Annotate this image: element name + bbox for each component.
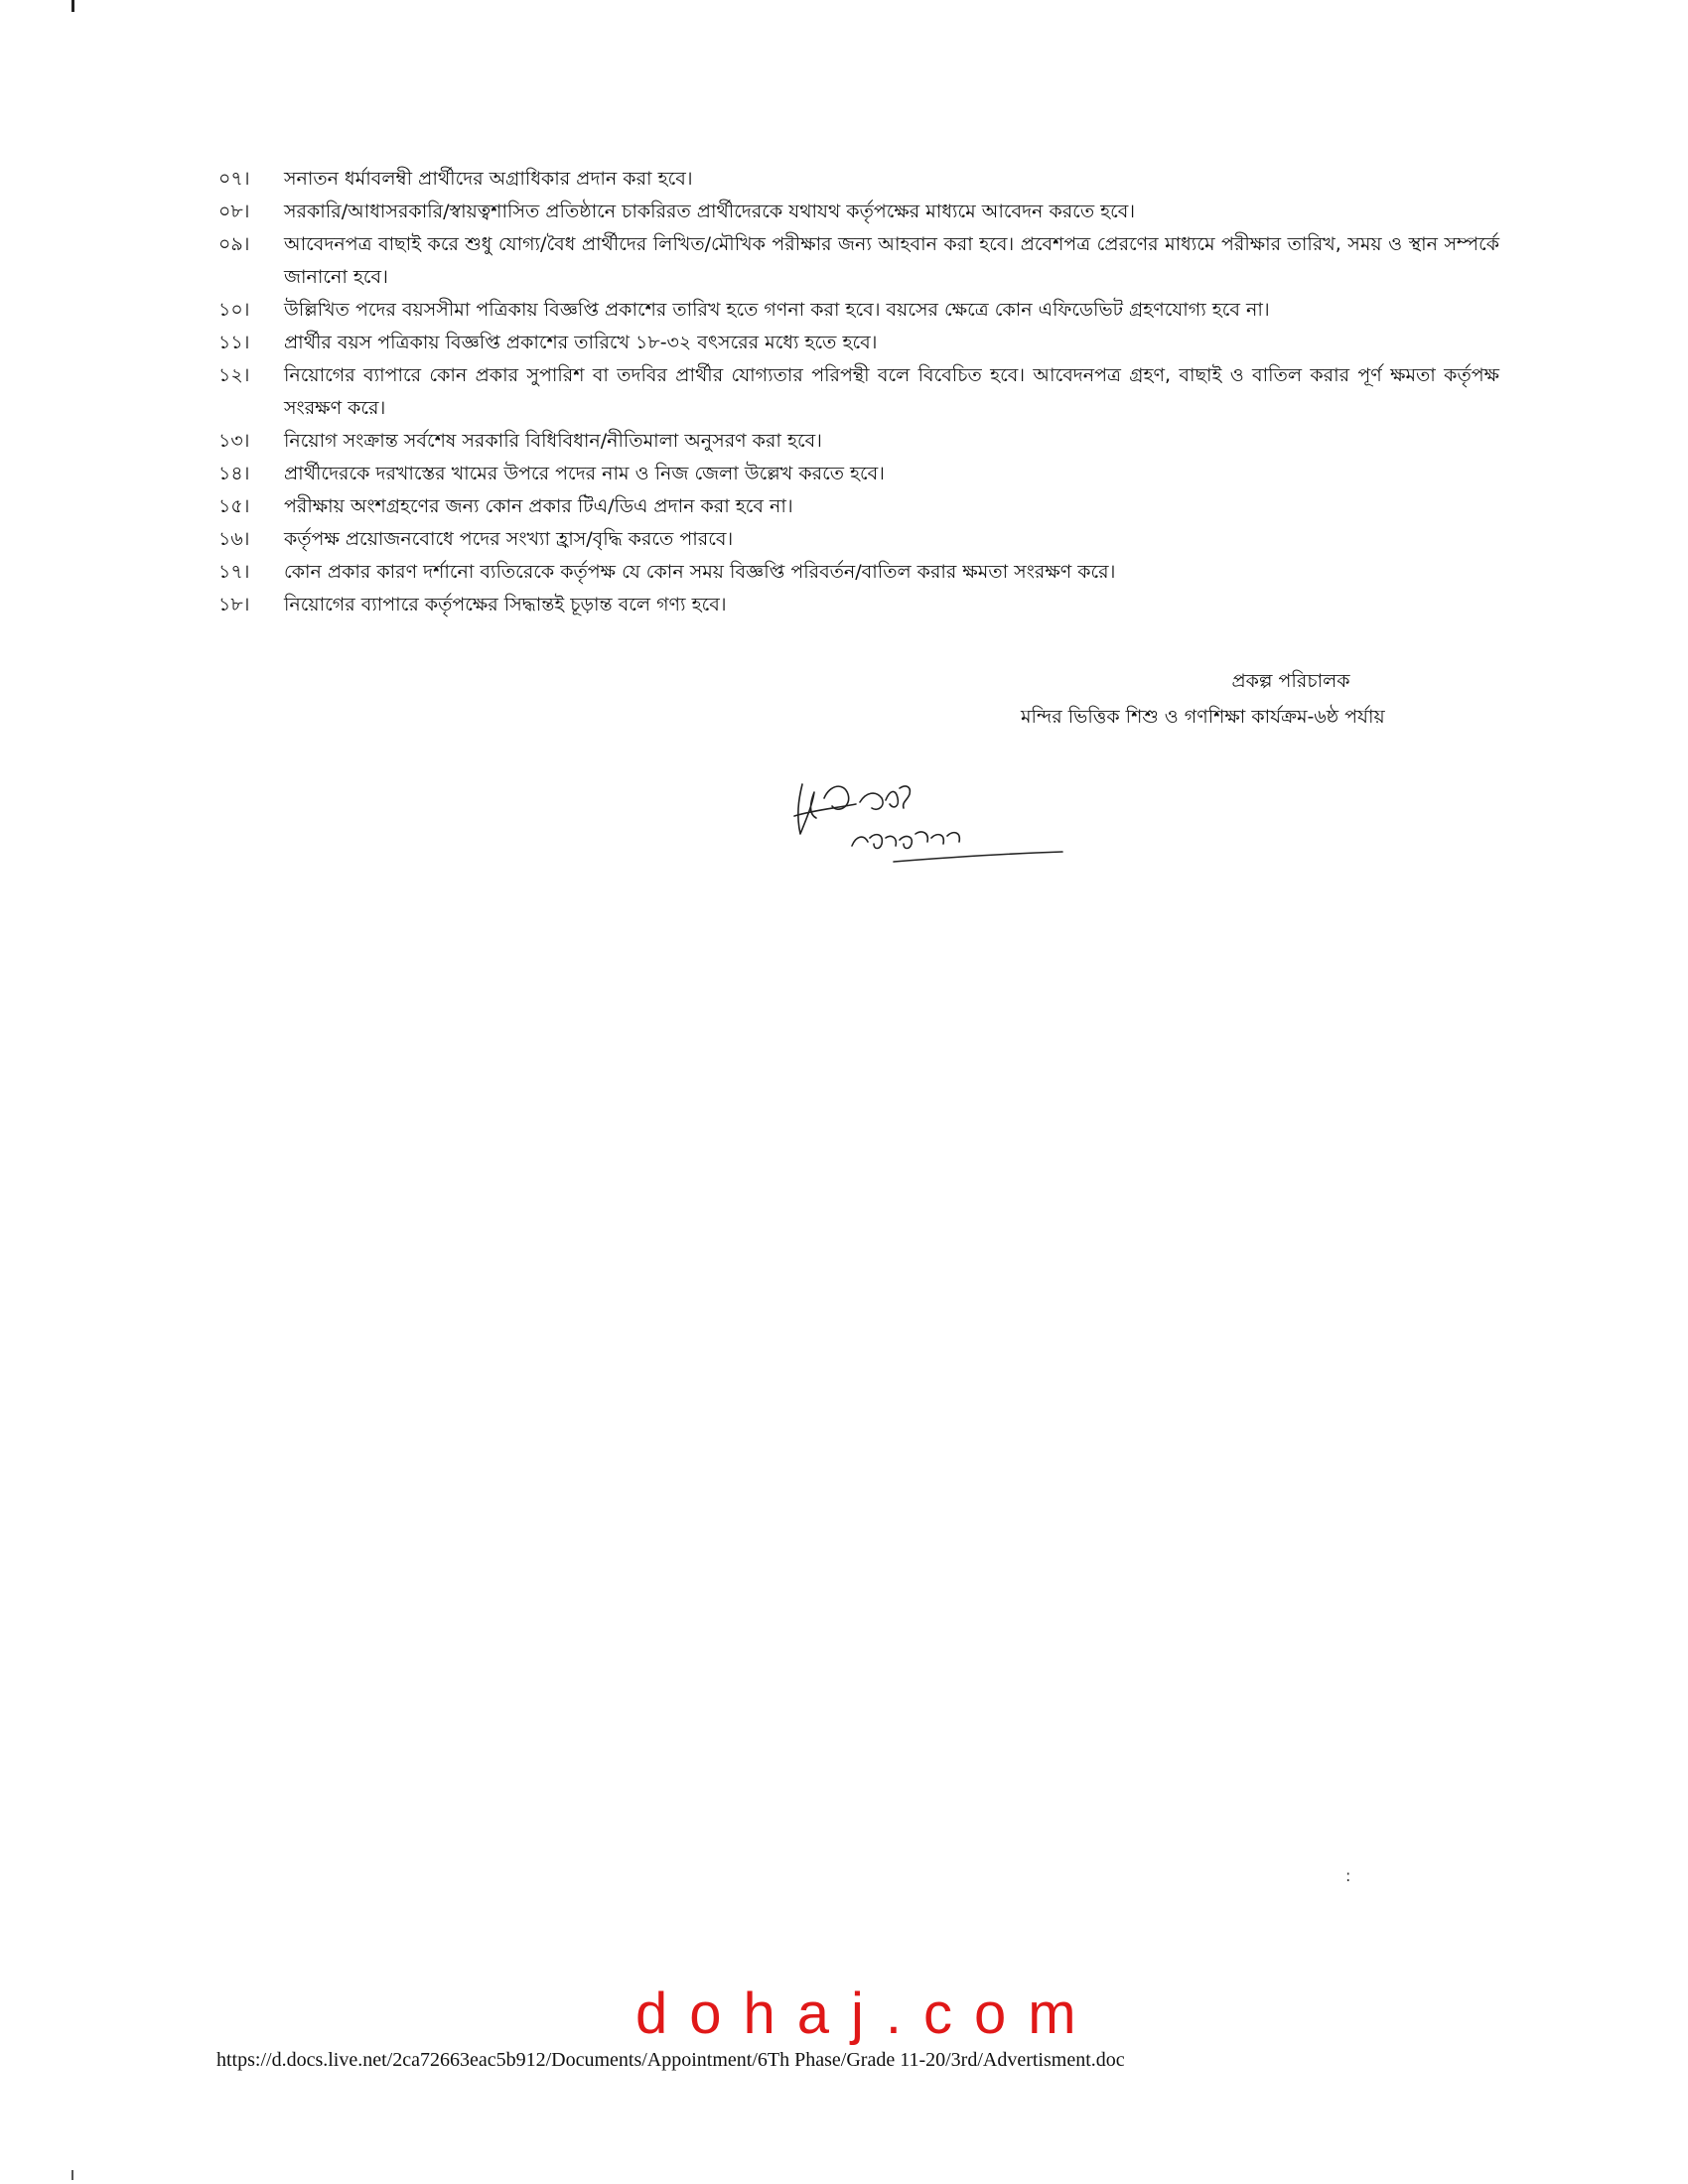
rule-item <box>218 196 1499 228</box>
page-edge-mark <box>71 0 74 12</box>
rule-text: কর্তৃপক্ষ প্রয়োজনবোধে পদের সংখ্যা হ্রাস/বৃদ্ধি করতে পারবে। <box>284 528 734 550</box>
signatory-organization: মন্দির ভিত্তিক শিশু ও গণশিক্ষা কার্যক্রম-৬ষ্ঠ পর্যায় <box>1021 706 1385 728</box>
rule-item <box>218 490 1499 523</box>
rule-number: ১৮। <box>218 594 250 615</box>
rule-text: সনাতন ধর্মাবলম্বী প্রার্থীদের অগ্রাধিকার প্রদান করা হবে। <box>284 168 693 190</box>
stray-mark: : <box>1345 1866 1351 1885</box>
rule-item <box>218 327 1499 359</box>
signatory-title: প্রকল্প পরিচালক <box>1231 670 1350 692</box>
rule-item <box>218 359 1499 425</box>
rule-text: উল্লিখিত পদের বয়সসীমা পত্রিকায় বিজ্ঞপ্তি প্রকাশের তারিখ হতে গণনা করা হবে। বয়সের ক্ষেত্রে কোন এফিডেভিট গ্রহণযোগ্য হবে না। <box>284 299 1270 321</box>
rule-item <box>218 458 1499 490</box>
rule-number: ১২। <box>218 364 250 386</box>
rule-text: প্রার্থীর বয়স পত্রিকায় বিজ্ঞপ্তি প্রকাশের তারিখে ১৮-৩২ বৎসরের মধ্যে হতে হবে। <box>284 332 878 353</box>
page-edge-mark-bottom <box>71 2170 73 2180</box>
rule-text: সরকারি/আধাসরকারি/স্বায়ত্বশাসিত প্রতিষ্ঠানে চাকরিরত প্রার্থীদেরকে যথাযথ কর্তৃপক্ষের মাধ্যমে আবেদন করতে হবে। <box>284 201 1136 222</box>
rule-number: ০৭। <box>218 168 250 190</box>
rule-text: কোন প্রকার কারণ দর্শানো ব্যতিরেকে কর্তৃপক্ষ যে কোন সময় বিজ্ঞপ্তি পরিবর্তন/বাতিল করার ক্ষমতা সংরক্ষণ করে। <box>284 561 1116 583</box>
rule-number: ০৯। <box>218 233 250 255</box>
rule-text: নিয়োগের ব্যাপারে কর্তৃপক্ষের সিদ্ধান্তই চূড়ান্ত বলে গণ্য হবে। <box>284 594 727 615</box>
rule-item <box>218 294 1499 327</box>
rule-item <box>218 589 1499 621</box>
rule-number: ১৬। <box>218 528 250 550</box>
rule-number: ১৭। <box>218 561 250 583</box>
footer-file-path: https://d.docs.live.net/2ca72663eac5b912/Documents/Appointment/6Th Phase/Grade 11-20/3rd/Advertisment.doc <box>216 2049 1125 2071</box>
rule-number: ১০। <box>218 299 250 321</box>
rules-list <box>218 163 1499 621</box>
rule-text: আবেদনপত্র বাছাই করে শুধু যোগ্য/বৈধ প্রার্থীদের লিখিত/মৌখিক পরীক্ষার জন্য আহবান করা হবে। প্রবেশপত্র প্রেরণের মাধ্যমে পরীক্ষার তারিখ, সময় ও স্থান সম্পর্কে জানানো হবে। <box>284 233 1499 288</box>
watermark-text: dohaj.com <box>635 1981 1098 2046</box>
rule-number: ১৩। <box>218 430 250 452</box>
rule-number: ১১। <box>218 332 250 353</box>
signatory-block <box>1003 663 1460 735</box>
rule-item <box>218 163 1499 196</box>
rule-item <box>218 556 1499 589</box>
rule-item <box>218 425 1499 458</box>
rule-text: প্রার্থীদেরকে দরখাস্তের খামের উপরে পদের নাম ও নিজ জেলা উল্লেখ করতে হবে। <box>284 463 885 484</box>
rule-number: ১৪। <box>218 463 250 484</box>
rule-number: ০৮। <box>218 201 250 222</box>
rule-number: ১৫। <box>218 495 250 517</box>
rule-item <box>218 228 1499 294</box>
rule-text: নিয়োগ সংক্রান্ত সর্বশেষ সরকারি বিধিবিধান/নীতিমালা অনুসরণ করা হবে। <box>284 430 822 452</box>
rule-text: পরীক্ষায় অংশগ্রহণের জন্য কোন প্রকার টিএ/ডিএ প্রদান করা হবে না। <box>284 495 793 517</box>
rule-text: নিয়োগের ব্যাপারে কোন প্রকার সুপারিশ বা তদবির প্রার্থীর যোগ্যতার পরিপন্থী বলে বিবেচিত হবে। আবেদনপত্র গ্রহণ, বাছাই ও বাতিল করার পূর্ণ ক্ষমতা কর্তৃপক্ষ সংরক্ষণ করে। <box>284 364 1499 419</box>
rule-item <box>218 523 1499 556</box>
handwritten-signature <box>774 754 1082 884</box>
